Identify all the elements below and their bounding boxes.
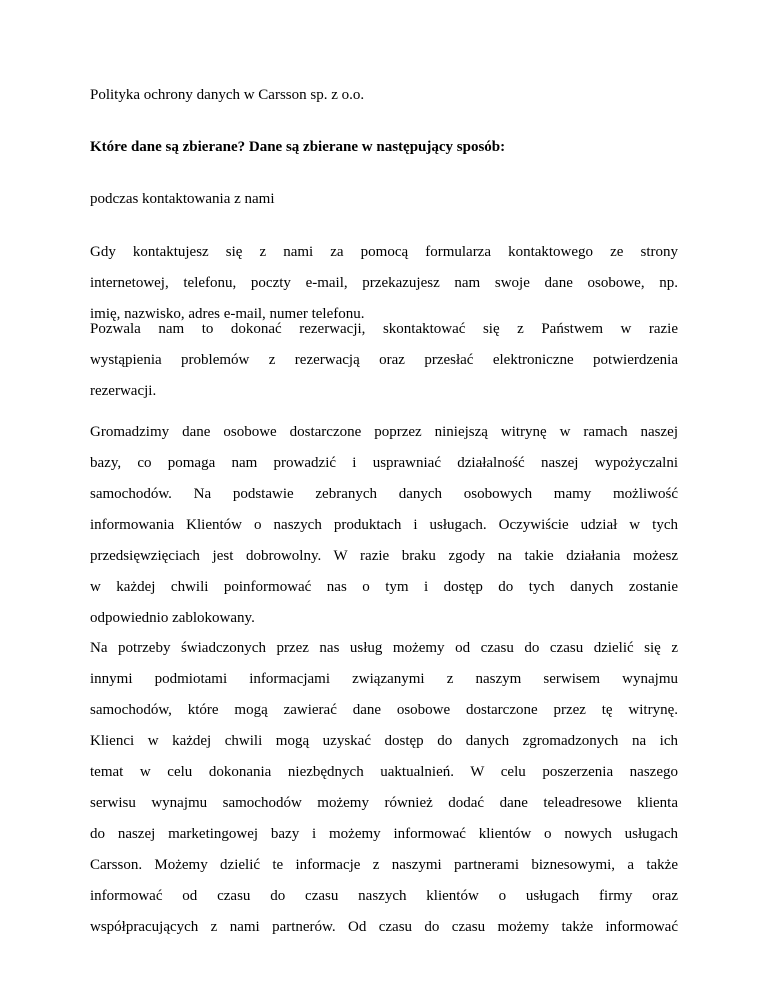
paragraph-line: samochodów. Na podstawie zebranych danych osobowych mamy możliwość [90,486,678,502]
paragraph-line: przedsięwzięciach jest dobrowolny. W razie braku zgody na takie działania możesz [90,548,678,564]
paragraph-line: informowania Klientów o naszych produktach i usługach. Oczywiście udział w tych [90,517,678,533]
paragraph-data-sharing [90,633,678,943]
section-subheading: podczas kontaktowania z nami [90,191,275,207]
paragraph-line: w każdej chwili poinformować nas o tym i dostęp do tych danych zostanie [90,579,678,595]
paragraph-line: informować od czasu do czasu naszych klientów o usługach firmy oraz [90,888,678,904]
document-title: Polityka ochrony danych w Carsson sp. z o.o. [90,87,365,103]
paragraph-line: rezerwacji. [90,383,157,399]
paragraph-reservation-purpose [90,314,678,407]
paragraph-line: Gdy kontaktujesz się z nami za pomocą formularza kontaktowego ze strony [90,244,678,260]
paragraph-line: temat w celu dokonania niezbędnych uaktualnień. W celu poszerzenia naszego [90,764,678,780]
paragraph-line: wystąpienia problemów z rezerwacją oraz przesłać elektroniczne potwierdzenia [90,352,678,368]
paragraph-line: internetowej, telefonu, poczty e-mail, przekazujesz nam swoje dane osobowe, np. [90,275,678,291]
paragraph-line: bazy, co pomaga nam prowadzić i usprawniać działalność naszej wypożyczalni [90,455,678,471]
paragraph-line: do naszej marketingowej bazy i możemy informować klientów o nowych usługach [90,826,678,842]
paragraph-line: Pozwala nam to dokonać rezerwacji, skontaktować się z Państwem w razie [90,321,678,337]
paragraph-line: Gromadzimy dane osobowe dostarczone poprzez niniejszą witrynę w ramach naszej [90,424,678,440]
paragraph-line: imię, nazwisko, adres e-mail, numer telefonu. [90,306,365,322]
paragraph-line: serwisu wynajmu samochodów możemy również dodać dane teleadresowe klienta [90,795,678,811]
paragraph-line: Carsson. Możemy dzielić te informacje z naszymi partnerami biznesowymi, a także [90,857,678,873]
paragraph-line: Na potrzeby świadczonych przez nas usług możemy od czasu do czasu dzielić się z [90,640,678,656]
paragraph-line: samochodów, które mogą zawierać dane osobowe dostarczone przez tę witrynę. [90,702,678,718]
paragraph-line: innymi podmiotami informacjami związanymi z naszym serwisem wynajmu [90,671,678,687]
paragraph-data-collection [90,417,678,634]
section-question-heading: Które dane są zbierane? Dane są zbierane w następujący sposób: [90,139,506,155]
paragraph-line: współpracujących z nami partnerów. Od czasu do czasu możemy także informować [90,919,678,935]
paragraph-line: Klienci w każdej chwili mogą uzyskać dostęp do danych zgromadzonych na ich [90,733,678,749]
paragraph-line: odpowiednio zablokowany. [90,610,255,626]
